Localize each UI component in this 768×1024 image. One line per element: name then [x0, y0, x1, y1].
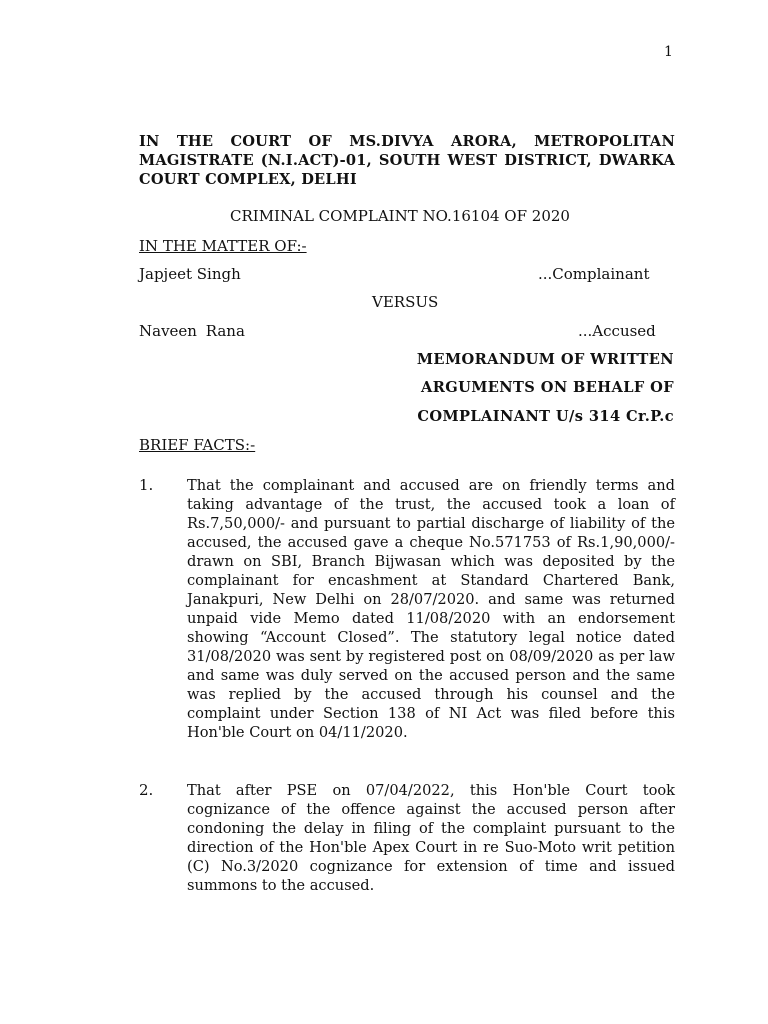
- brief-facts-heading: BRIEF FACTS:-: [139, 436, 256, 454]
- case-number: CRIMINAL COMPLAINT NO.16104 OF 2020: [230, 207, 570, 225]
- accused-role: ...Accused: [578, 322, 656, 340]
- paragraph-number: 2.: [139, 781, 154, 799]
- memorandum-title-line-1: MEMORANDUM OF WRITTEN: [416, 351, 674, 368]
- paragraph-number: 1.: [139, 476, 154, 494]
- memorandum-title-line-3: COMPLAINANT U/s 314 Cr.P.c: [417, 408, 674, 425]
- versus-label: VERSUS: [372, 293, 439, 311]
- memorandum-title-line-2: ARGUMENTS ON BEHALF OF: [420, 379, 674, 396]
- paragraph-text: That the complainant and accused are on friendly terms and taking advantage of the trust, the accused took a loan of Rs.7,50,000/- and pursuant to partial discharge of liability of the accused, the accused gave a cheque No.571753 of Rs.1,90,000/- drawn on SBI, Branch Bijwasan which was deposited by the complainant for encashment at Standard Chartered Bank, Janakpuri, New Delhi on 28/07/2020. and same was returned unpaid vide Memo dated 11/08/2020 with an endorsement showing “Account Closed”. The statutory legal notice dated 31/08/2020 was sent by registered post on 08/09/2020 as per law and same was duly served on the accused person and the same was replied by the accused through his counsel and the complaint under Section 138 of NI Act was filed before this Hon'ble Court on 04/11/2020.: [187, 477, 675, 741]
- accused-name: Naveen Rana: [139, 322, 245, 340]
- court-heading: IN THE COURT OF MS.DIVYA ARORA, METROPOLITAN MAGISTRATE (N.I.ACT)-01, SOUTH WEST DISTRICT, DWARKA COURT COMPLEX, DELHI: [139, 133, 675, 188]
- paragraph-text: That after PSE on 07/04/2022, this Hon'ble Court took cognizance of the offence against the accused person after condoning the delay in filing of the complaint pursuant to the direction of the Hon'ble Apex Court in re Suo-Moto writ petition (C) No.3/2020 cognizance for extension of time and issued summons to the accused.: [187, 782, 675, 894]
- complainant-role: ...Complainant: [538, 265, 650, 283]
- matter-label: IN THE MATTER OF:-: [139, 237, 307, 255]
- complainant-name: Japjeet Singh: [139, 265, 241, 283]
- page-number: 1: [664, 44, 673, 60]
